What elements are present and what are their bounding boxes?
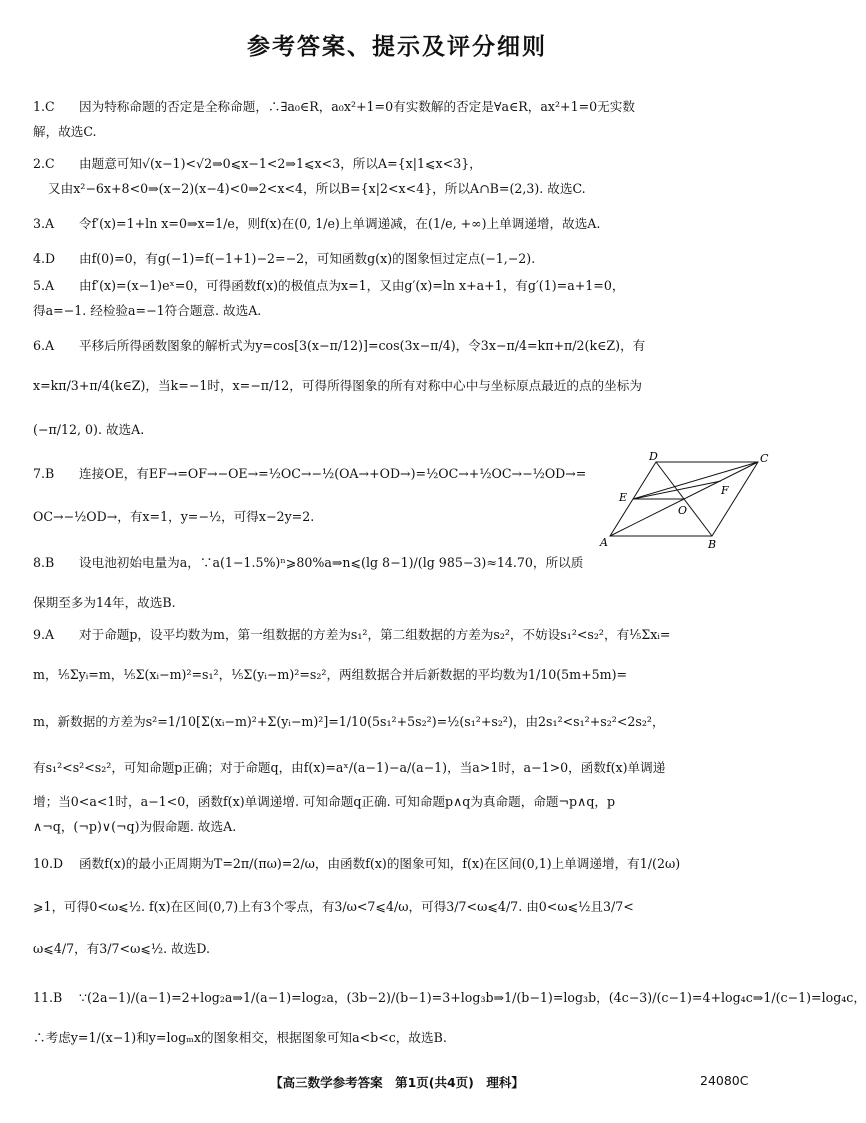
answer-8-line-1: 8.B 设电池初始电量为a，∵a(1−1.5%)ⁿ⩾80%a⇒n⩽(lg 8−1)/(lg 985−3)≈14.70，所以质 [33, 555, 584, 570]
answer-1-line-2: 解，故选C. [33, 124, 97, 139]
parallelogram-figure [596, 450, 772, 554]
page-footer: 【高三数学参考答案 第1页(共4页) 理科】 [270, 1075, 524, 1090]
answer-1-line-1: 1.C 因为特称命题的否定是全称命题，∴∃a₀∈R，a₀x²+1=0有实数解的否定是∀a∈R，ax²+1=0无实数 [33, 99, 635, 114]
document-code: 24080C [700, 1073, 749, 1088]
answer-10-line-3: ω⩽4/7，有3/7<ω⩽½. 故选D. [33, 941, 210, 956]
answer-9-line-5: 增；当0<a<1时，a−1<0，函数f(x)单调递增. 可知命题q正确. 可知命题p∧q为真命题，命题¬p∧q，p [33, 794, 616, 809]
answer-6-line-2: x=kπ/3+π/4(k∈Z)，当k=−1时，x=−π/12，可得所得图象的所有对称中心中与坐标原点最近的点的坐标为 [33, 378, 642, 393]
answer-9-line-6: ∧¬q，(¬p)∨(¬q)为假命题. 故选A. [33, 819, 237, 834]
answer-11-line-1: 11.B ∵(2a−1)/(a−1)=2+log₂a⇒1/(a−1)=log₂a，(3b−2)/(b−1)=3+log₃b⇒1/(b−1)=log₃b，(4c−3)/(c−1)=4+log₄c⇒1/(c−1)=log₄c， [33, 990, 866, 1005]
answer-7-line-2: OC→−½OD→，有x=1，y=−½，可得x−2y=2. [33, 509, 315, 524]
answer-11-line-2: ∴考虑y=1/(x−1)和y=logₘx的图象相交，根据图象可知a<b<c，故选B. [33, 1030, 447, 1045]
answer-8-line-2: 保期至多为14年，故选B. [33, 595, 176, 610]
answer-10-line-1: 10.D 函数f(x)的最小正周期为T=2π/(πω)=2/ω，由函数f(x)的图象可知，f(x)在区间(0,1)上单调递增，有1/(2ω) [33, 856, 681, 871]
label-a: A [600, 536, 608, 549]
answer-7-line-1: 7.B 连接OE，有EF→=OF→−OE→=½OC→−½(OA→+OD→)=½OC→+½OC→−½OD→= [33, 466, 587, 481]
label-e: E [619, 491, 628, 504]
label-f: F [721, 484, 729, 497]
answer-4-line-1: 4.D 由f(0)=0，有g(−1)=f(−1+1)−2=−2，可知函数g(x)的图象恒过定点(−1,−2). [33, 251, 536, 266]
answer-6-line-3: (−π/12, 0). 故选A. [33, 422, 145, 437]
answer-6-line-1: 6.A 平移后所得函数图象的解析式为y=cos[3(x−π/12)]=cos(3x−π/4)，令3x−π/4=kπ+π/2(k∈Z)，有 [33, 338, 646, 353]
label-b: B [708, 538, 717, 551]
answer-3-line-1: 3.A 令f′(x)=1+ln x=0⇒x=1/e，则f(x)在(0, 1/e)上单调递减，在(1/e, +∞)上单调递增，故选A. [33, 216, 601, 231]
answer-9-line-4: 有s₁²<s²<s₂²，可知命题p正确；对于命题q，由f(x)=aˣ/(a−1)−a/(a−1)，当a>1时，a−1>0，函数f(x)单调递 [33, 760, 666, 775]
segment-ef [633, 481, 721, 499]
answer-5-line-1: 5.A 由f′(x)=(x−1)eˣ=0，可得函数f(x)的极值点为x=1，又由g′(x)=ln x+a+1，有g′(1)=a+1=0， [33, 278, 625, 293]
page-title: 参考答案、提示及评分细则 [247, 34, 547, 60]
answer-9-line-3: m，新数据的方差为s²=1/10[Σ(xᵢ−m)²+Σ(yᵢ−m)²]=1/10(5s₁²+5s₂²)=½(s₁²+s₂²)，由2s₁²<s₁²+s₂²<2s₂²， [33, 714, 665, 729]
answer-9-line-2: m，⅕Σyᵢ=m，⅕Σ(xᵢ−m)²=s₁²，⅕Σ(yᵢ−m)²=s₂²，两组数据合并后新数据的平均数为1/10(5m+5m)= [33, 667, 628, 682]
label-d: D [649, 450, 658, 463]
answer-9-line-1: 9.A 对于命题p，设平均数为m，第一组数据的方差为s₁²，第二组数据的方差为s₂²，不妨设s₁²<s₂²，有⅕Σxᵢ= [33, 627, 671, 642]
answer-2-line-2: 又由x²−6x+8<0⇒(x−2)(x−4)<0⇒2<x<4，所以B={x|2<x<4}，所以A∩B=(2,3). 故选C. [48, 181, 586, 196]
answer-5-line-2: 得a=−1. 经检验a=−1符合题意. 故选A. [33, 303, 262, 318]
label-c: C [760, 452, 769, 465]
answer-10-line-2: ⩾1，可得0<ω⩽½. f(x)在区间(0,7)上有3个零点，有3/ω<7⩽4/ω，可得3/7<ω⩽4/7. 由0<ω⩽½且3/7< [33, 899, 634, 914]
answer-2-line-1: 2.C 由题意可知√(x−1)<√2⇒0⩽x−1<2⇒1⩽x<3，所以A={x|1⩽x<3}， [33, 156, 482, 171]
label-o: O [678, 504, 688, 517]
